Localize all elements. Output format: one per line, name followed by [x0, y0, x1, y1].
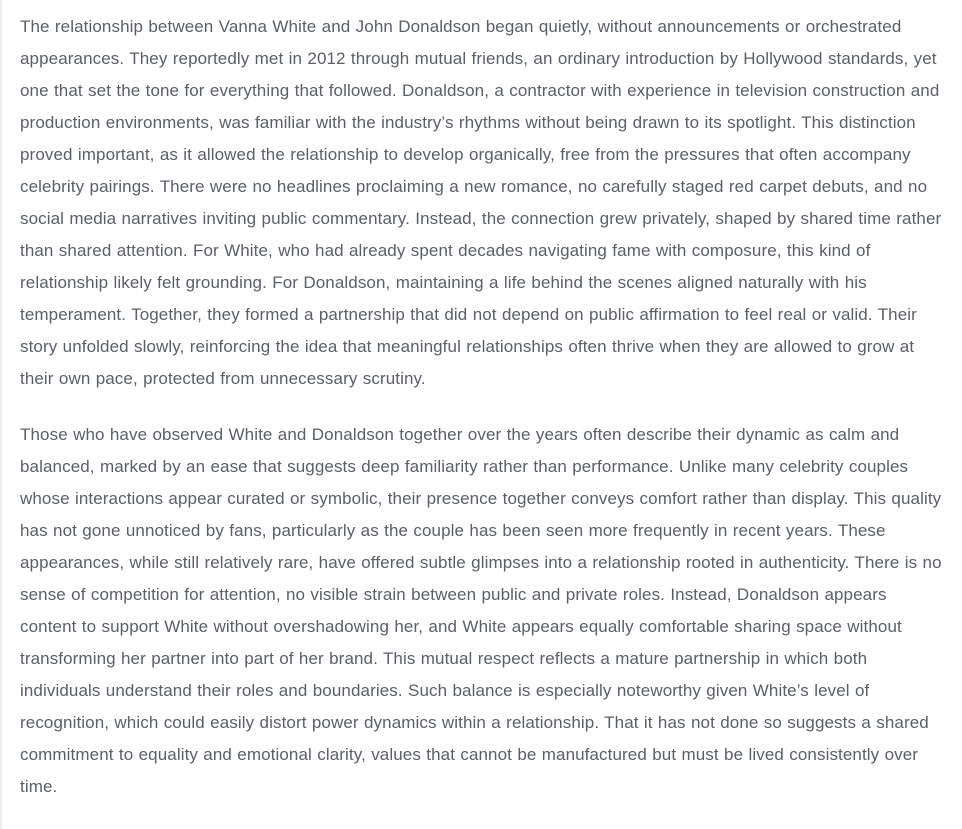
left-edge-divider [0, 0, 2, 829]
paragraph-relationship-origins: The relationship between Vanna White and John Donaldson began quietly, without announcements or orchestrated appearances. They reportedly met in 2012 through mutual friends, an ordinary introduction by Hollywood standards, yet one that set the tone for everything that followed. Donaldson, a contractor with experience in television construction and production environments, was familiar with the industry’s rhythms without being drawn to its spotlight. This distinction proved important, as it allowed the relationship to develop organically, free from the pressures that often accompany celebrity pairings. There were no headlines proclaiming a new romance, no carefully staged red carpet debuts, and no social media narratives inviting public commentary. Instead, the connection grew privately, shaped by shared time rather than shared attention. For White, who had already spent decades navigating fame with composure, this kind of relationship likely felt grounding. For Donaldson, maintaining a life behind the scenes aligned naturally with his temperament. Together, they formed a partnership that did not depend on public affirmation to feel real or valid. Their story unfolded slowly, reinforcing the idea that meaningful relationships often thrive when they are allowed to grow at their own pace, protected from unnecessary scrutiny. [20, 17, 942, 388]
paragraph-public-dynamic: Those who have observed White and Donaldson together over the years often describe their dynamic as calm and balanced, marked by an ease that suggests deep familiarity rather than performance. Unlike many celebrity couples whose interactions appear curated or symbolic, their presence together conveys comfort rather than display. This quality has not gone unnoticed by fans, particularly as the couple has been seen more frequently in recent years. These appearances, while still relatively rare, have offered subtle glimpses into a relationship rooted in authenticity. There is no sense of competition for attention, no visible strain between public and private roles. Instead, Donaldson appears content to support White without overshadowing her, and White appears equally comfortable sharing space without transforming her partner into part of her brand. This mutual respect reflects a mature partnership in which both individuals understand their roles and boundaries. Such balance is especially noteworthy given White’s level of recognition, which could easily distort power dynamics within a relationship. That it has not done so suggests a shared commitment to equality and emotional clarity, values that cannot be manufactured but must be lived consistently over time. [20, 425, 942, 796]
